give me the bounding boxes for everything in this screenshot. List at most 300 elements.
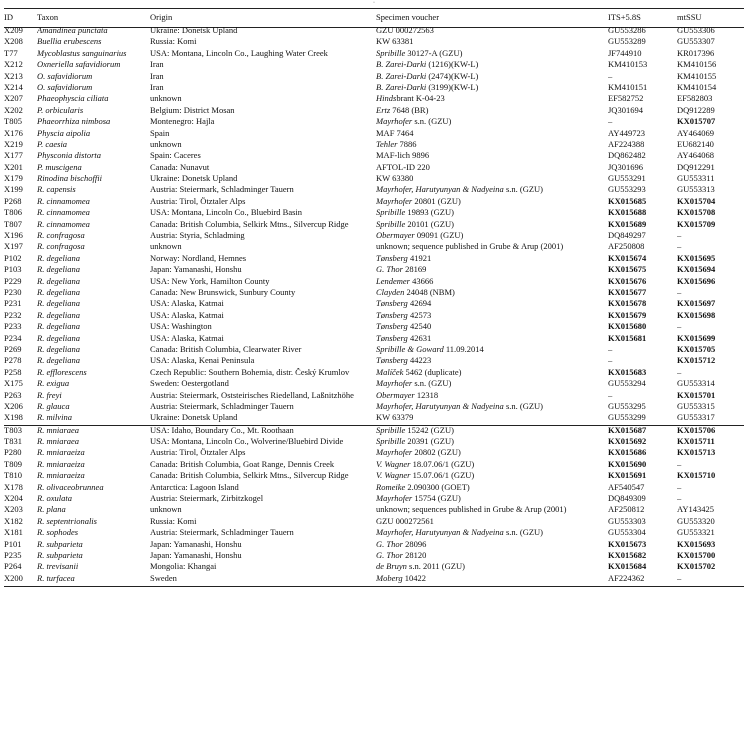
row-its: KX015684 xyxy=(608,562,647,572)
row-taxon: R. freyi xyxy=(37,390,62,400)
row-its: KX015685 xyxy=(608,196,647,206)
row-its: KX015674 xyxy=(608,253,647,263)
table-row xyxy=(4,83,744,94)
row-mtssu: KX015707 xyxy=(677,117,716,127)
row-id: X178 xyxy=(4,482,23,492)
row-voucher xyxy=(376,574,608,585)
table-row xyxy=(4,437,744,448)
row-voucher xyxy=(376,494,608,505)
row-id: P102 xyxy=(4,253,22,263)
row-its: AF250812 xyxy=(608,505,645,515)
row-voucher xyxy=(376,402,608,413)
row-taxon: Buellia erubescens xyxy=(37,37,102,47)
row-id: T77 xyxy=(4,48,18,58)
row-its: KX015683 xyxy=(608,367,647,377)
row-origin: Austria: Steiermark, Oststeirisches Riedelland, Laßnitzhöhe xyxy=(150,390,354,400)
row-id: X182 xyxy=(4,516,23,526)
row-id: P231 xyxy=(4,299,22,309)
row-mtssu: DQ912289 xyxy=(677,105,715,115)
row-its: GU553304 xyxy=(608,528,646,538)
row-id: P230 xyxy=(4,287,22,297)
row-its: KX015689 xyxy=(608,219,647,229)
row-voucher xyxy=(376,425,608,437)
row-its: GU553291 xyxy=(608,174,646,184)
row-id: X201 xyxy=(4,162,23,172)
row-voucher xyxy=(376,322,608,333)
row-voucher: MAF-lich 9896 xyxy=(376,151,430,161)
row-taxon: R. confragosa xyxy=(37,231,85,241)
row-its: KX015682 xyxy=(608,550,647,560)
row-mtssu: GU553307 xyxy=(677,37,715,47)
table-row xyxy=(4,265,744,276)
table-row xyxy=(4,37,744,48)
row-mtssu: GU553320 xyxy=(677,516,715,526)
row-voucher xyxy=(376,197,608,208)
row-voucher xyxy=(376,311,608,322)
row-taxon: O. safavidiorum xyxy=(37,71,93,81)
voucher-collector: Tønsberg xyxy=(376,299,408,309)
row-taxon: R. degeliana xyxy=(37,265,80,275)
row-mtssu: GU553313 xyxy=(677,185,715,195)
row-voucher xyxy=(376,356,608,367)
row-its: JQ301696 xyxy=(608,162,643,172)
row-taxon: Phaeophyscia ciliata xyxy=(37,94,109,104)
table-row xyxy=(4,163,744,174)
row-taxon: P. muscigena xyxy=(37,162,82,172)
row-origin: USA: Montana, Lincoln Co., Wolverine/Bluebird Divide xyxy=(150,437,344,447)
row-id: P101 xyxy=(4,539,22,549)
row-origin: Ukraine: Donetsk Upland xyxy=(150,413,238,423)
voucher-number: (2474)(KW-L) xyxy=(426,71,479,81)
voucher-collector: Mayrhofer, Harutyunyan & Nadyeina xyxy=(376,401,504,411)
row-origin: Russia: Komi xyxy=(150,516,197,526)
row-its: AF250808 xyxy=(608,242,645,252)
row-mtssu: KX015710 xyxy=(677,471,716,481)
row-id: X219 xyxy=(4,139,23,149)
row-voucher: GZU 000272563 xyxy=(376,26,434,35)
voucher-number: 18.07.06/1 (GZU) xyxy=(410,459,475,469)
row-mtssu: GU553315 xyxy=(677,401,715,411)
table-row xyxy=(4,505,744,516)
row-origin: Iran xyxy=(150,60,164,70)
table-row xyxy=(4,483,744,494)
voucher-number: 43666 xyxy=(410,276,434,286)
row-origin: Norway: Nordland, Hemnes xyxy=(150,253,247,263)
row-voucher xyxy=(376,208,608,219)
row-taxon: R. turfacea xyxy=(37,573,75,583)
row-origin: Spain: Caceres xyxy=(150,151,201,161)
row-taxon: R. mniaraea xyxy=(37,437,80,447)
row-id: T831 xyxy=(4,437,22,447)
row-its: KX015681 xyxy=(608,333,647,343)
table-row xyxy=(4,299,744,310)
row-mtssu: KX015695 xyxy=(677,253,716,263)
voucher-collector: Tønsberg xyxy=(376,253,408,263)
row-origin: Austria: Steiermark, Zirbitzkogel xyxy=(150,494,264,504)
row-mtssu: – xyxy=(677,459,682,469)
row-id: P258 xyxy=(4,367,22,377)
row-origin: Austria: Tirol, Ötztaler Alps xyxy=(150,448,246,458)
row-voucher: KW 63381 xyxy=(376,37,414,47)
row-mtssu: KX015693 xyxy=(677,539,716,549)
table-row xyxy=(4,277,744,288)
header-origin: Origin xyxy=(150,12,173,23)
row-mtssu: DQ912291 xyxy=(677,162,715,172)
row-mtssu: GU553314 xyxy=(677,379,715,389)
row-id: T810 xyxy=(4,471,22,481)
row-id: X207 xyxy=(4,94,23,104)
row-mtssu: – xyxy=(677,367,682,377)
row-voucher: GZU 000272561 xyxy=(376,516,434,526)
row-id: X196 xyxy=(4,231,23,241)
row-id: P280 xyxy=(4,448,22,458)
row-taxon: R. exigua xyxy=(37,379,70,389)
table-row xyxy=(4,26,744,37)
row-voucher xyxy=(376,254,608,265)
row-its: KM410151 xyxy=(608,82,648,92)
row-origin: Austria: Steiermark, Schladminger Tauern xyxy=(150,185,294,195)
voucher-number: 15754 (GZU) xyxy=(412,494,461,504)
voucher-number: 28096 xyxy=(402,539,427,549)
table-row xyxy=(4,391,744,402)
voucher-number: 28169 xyxy=(402,265,427,275)
table-row xyxy=(4,242,744,253)
row-id: T807 xyxy=(4,219,22,229)
row-mtssu: KX015704 xyxy=(677,196,716,206)
row-taxon: R. subparieta xyxy=(37,539,83,549)
row-taxon: R. capensis xyxy=(37,185,76,195)
row-id: P232 xyxy=(4,310,22,320)
row-origin: Ukraine: Donetsk Upland xyxy=(150,26,238,35)
row-taxon: R. degeliana xyxy=(37,287,80,297)
table-row xyxy=(4,72,744,83)
row-id: X214 xyxy=(4,82,23,92)
voucher-number: 42540 xyxy=(407,322,432,332)
row-origin: Belgium: District Mosan xyxy=(150,105,235,115)
row-origin: Montenegro: Hajla xyxy=(150,117,215,127)
voucher-number: s.n. (GZU) xyxy=(412,117,452,127)
row-voucher xyxy=(376,551,608,562)
row-id: X181 xyxy=(4,528,23,538)
row-taxon: Physconia distorta xyxy=(37,151,101,161)
table-bottom-rule xyxy=(4,586,744,587)
table-row xyxy=(4,574,744,585)
row-mtssu: KX015694 xyxy=(677,265,716,275)
row-id: X197 xyxy=(4,242,23,252)
voucher-number: 7886 xyxy=(397,139,417,149)
row-taxon: R. degeliana xyxy=(37,310,80,320)
voucher-collector: Spribille xyxy=(376,219,406,229)
row-taxon: R. cinnamomea xyxy=(37,196,90,206)
row-its: – xyxy=(608,356,613,366)
row-voucher: AFTOL-ID 220 xyxy=(376,162,430,172)
row-origin: USA: Alaska, Katmai xyxy=(150,299,224,309)
row-voucher: KW 63379 xyxy=(376,413,414,423)
voucher-collector: Tønsberg xyxy=(376,333,408,343)
row-taxon: Rinodina bischoffii xyxy=(37,174,102,184)
row-id: X206 xyxy=(4,401,23,411)
row-taxon: R. degeliana xyxy=(37,333,80,343)
row-id: X204 xyxy=(4,494,23,504)
table-row xyxy=(4,231,744,242)
row-mtssu: KX015713 xyxy=(677,448,716,458)
voucher-number: 42631 xyxy=(407,333,432,343)
row-its: KX015688 xyxy=(608,208,647,218)
voucher-number: 42694 xyxy=(407,299,432,309)
row-id: P263 xyxy=(4,390,22,400)
row-voucher xyxy=(376,94,608,105)
row-mtssu: – xyxy=(677,494,682,504)
row-id: X203 xyxy=(4,505,23,515)
row-taxon: R. olivaceobrunnea xyxy=(37,482,104,492)
voucher-number: 42573 xyxy=(407,310,432,320)
table-row xyxy=(4,60,744,71)
row-id: T809 xyxy=(4,459,22,469)
row-origin: Iran xyxy=(150,71,164,81)
voucher-collector: Mayrhofer xyxy=(376,196,413,206)
row-its: KX015679 xyxy=(608,310,647,320)
row-mtssu: KX015701 xyxy=(677,390,716,400)
row-its: – xyxy=(608,344,613,354)
row-origin: unknown xyxy=(150,139,182,149)
table-row xyxy=(4,117,744,128)
row-id: P269 xyxy=(4,344,22,354)
voucher-collector: Moberg xyxy=(376,573,403,583)
voucher-number: 30127-A (GZU) xyxy=(405,48,463,58)
row-mtssu: GU553306 xyxy=(677,26,715,35)
voucher-number: s.n. (GZU) xyxy=(503,528,544,538)
row-id: X179 xyxy=(4,174,23,184)
row-taxon: R. glauca xyxy=(37,401,70,411)
row-origin: Canada: New Brunswick, Sunbury County xyxy=(150,287,296,297)
voucher-number: 20391 (GZU) xyxy=(405,437,454,447)
row-its: GU553294 xyxy=(608,379,646,389)
table-row xyxy=(4,379,744,390)
row-its: AF224388 xyxy=(608,139,645,149)
row-mtssu: GU553311 xyxy=(677,174,715,184)
row-its: KX015677 xyxy=(608,287,647,297)
table-row xyxy=(4,220,744,231)
table-row xyxy=(4,368,744,379)
voucher-number: 28120 xyxy=(402,550,427,560)
voucher-collector: Lendemer xyxy=(376,276,410,286)
voucher-collector: G. Thor xyxy=(376,550,403,560)
row-voucher: KW 63380 xyxy=(376,174,414,184)
voucher-collector: Hinds xyxy=(376,94,397,104)
row-mtssu: KX015696 xyxy=(677,276,716,286)
voucher-number: 2.090300 (GOET) xyxy=(405,482,470,492)
row-mtssu: KX015706 xyxy=(677,425,744,437)
row-id: P235 xyxy=(4,550,22,560)
row-taxon: R. degeliana xyxy=(37,253,80,263)
row-taxon: R. cinnamomea xyxy=(37,208,90,218)
row-voucher xyxy=(376,83,608,94)
table-row xyxy=(4,494,744,505)
voucher-number: s.n. (GZU) xyxy=(503,185,544,195)
row-origin: Czech Republic: Southern Bohemia, distr. Český Krumlov xyxy=(150,367,350,377)
row-id: X177 xyxy=(4,151,23,161)
row-taxon: R. trevisanii xyxy=(37,562,79,572)
voucher-number: s.n. (GZU) xyxy=(503,401,544,411)
row-its: DQ849309 xyxy=(608,494,646,504)
row-origin: Canada: British Columbia, Selkirk Mtns., Silvercup Ridge xyxy=(150,219,349,229)
row-voucher xyxy=(376,368,608,379)
row-its: AY449723 xyxy=(608,128,645,138)
voucher-collector: Mayrhofer, Harutyunyan & Nadyeina xyxy=(376,185,504,195)
row-mtssu: KX015711 xyxy=(677,437,715,447)
row-its: DQ849297 xyxy=(608,231,646,241)
row-mtssu: – xyxy=(677,242,682,252)
row-id: T805 xyxy=(4,117,22,127)
row-id: X202 xyxy=(4,105,23,115)
row-origin: USA: Alaska, Kenai Peninsula xyxy=(150,356,255,366)
table-row xyxy=(4,322,744,333)
row-id: P268 xyxy=(4,196,22,206)
voucher-number: 20802 (GZU) xyxy=(412,448,461,458)
voucher-collector: B. Zarei-Darki xyxy=(376,82,427,92)
row-mtssu: AY143425 xyxy=(677,505,714,515)
row-its: – xyxy=(608,71,613,81)
row-origin: Japan: Yamanashi, Honshu xyxy=(150,550,242,560)
voucher-number: 15242 (GZU) xyxy=(405,425,454,435)
table-row xyxy=(4,448,744,459)
row-voucher: MAF 7464 xyxy=(376,128,414,138)
voucher-number: 24048 (NBM) xyxy=(404,287,455,297)
row-mtssu: GU553321 xyxy=(677,528,715,538)
row-voucher xyxy=(376,231,608,242)
row-mtssu: KX015697 xyxy=(677,299,716,309)
row-origin: Iran xyxy=(150,82,164,92)
row-voucher: unknown; sequences published in Grube & Arup (2001) xyxy=(376,505,567,515)
table-row xyxy=(4,460,744,471)
voucher-collector: Spribille xyxy=(376,425,406,435)
row-its: – xyxy=(608,117,613,127)
voucher-collector: Spribille xyxy=(376,208,406,218)
row-voucher: unknown; sequence published in Grube & Arup (2001) xyxy=(376,242,564,252)
voucher-collector: Tehler xyxy=(376,139,398,149)
row-origin: Austria: Steiermark, Schladminger Tauern xyxy=(150,401,294,411)
voucher-number: 41921 xyxy=(407,253,432,263)
row-taxon: R. mniaraeiza xyxy=(37,459,85,469)
row-its: KX015692 xyxy=(608,437,647,447)
row-taxon: R. oxulata xyxy=(37,494,72,504)
row-id: X199 xyxy=(4,185,23,195)
table-row xyxy=(4,540,744,551)
row-id: X200 xyxy=(4,573,23,583)
row-taxon: R. efflorescens xyxy=(37,367,87,377)
voucher-number: 12318 xyxy=(414,390,439,400)
row-its: KX015691 xyxy=(608,471,647,481)
row-taxon: Mycoblastus sanguinarius xyxy=(37,48,127,58)
row-voucher xyxy=(376,277,608,288)
row-id: P264 xyxy=(4,562,22,572)
row-voucher xyxy=(376,562,608,573)
row-voucher xyxy=(376,72,608,83)
table-row xyxy=(4,254,744,265)
table-row xyxy=(4,106,744,117)
row-its: KX015673 xyxy=(608,539,647,549)
row-mtssu: KX015712 xyxy=(677,356,716,366)
row-voucher xyxy=(376,288,608,299)
table-header xyxy=(4,10,744,26)
row-taxon: R. mniaraeiza xyxy=(37,471,85,481)
row-voucher xyxy=(376,540,608,551)
row-taxon: R. degeliana xyxy=(37,322,80,332)
row-origin: Japan: Yamanashi, Honshu xyxy=(150,539,242,549)
row-origin: USA: Alaska, Katmai xyxy=(150,310,224,320)
row-voucher xyxy=(376,471,608,482)
row-taxon: R. plana xyxy=(37,505,66,515)
row-id: X175 xyxy=(4,379,23,389)
row-origin: USA: Alaska, Katmai xyxy=(150,333,224,343)
row-its: GU553293 xyxy=(608,185,646,195)
table-row xyxy=(4,402,744,413)
row-voucher xyxy=(376,299,608,310)
row-mtssu: – xyxy=(677,287,682,297)
row-origin: Mongolia: Khangai xyxy=(150,562,217,572)
row-origin: Japan: Yamanashi, Honshu xyxy=(150,265,242,275)
row-mtssu: KR017396 xyxy=(677,48,715,58)
row-voucher xyxy=(376,49,608,60)
voucher-number: s.n. 2011 (GZU) xyxy=(406,562,465,572)
row-taxon: R. septentrionalis xyxy=(37,516,97,526)
row-id: X213 xyxy=(4,71,23,81)
voucher-number: 09091 (GZU) xyxy=(414,231,464,241)
row-id: P229 xyxy=(4,276,22,286)
voucher-collector: G. Thor xyxy=(376,265,403,275)
row-origin: Austria: Styria, Schladming xyxy=(150,231,245,241)
row-origin: USA: Washington xyxy=(150,322,212,332)
row-origin: Sweden xyxy=(150,573,177,583)
row-mtssu: – xyxy=(677,573,682,583)
row-its: DQ862482 xyxy=(608,151,646,161)
row-origin: Austria: Tirol, Ötztaler Alps xyxy=(150,196,246,206)
row-taxon: R. milvina xyxy=(37,413,72,423)
row-id: X208 xyxy=(4,37,23,47)
voucher-collector: Mayrhofer xyxy=(376,379,413,389)
row-its: KX015687 xyxy=(608,425,677,437)
row-voucher xyxy=(376,391,608,402)
row-voucher xyxy=(376,117,608,128)
header-taxon: Taxon xyxy=(37,12,59,23)
voucher-collector: G. Thor xyxy=(376,539,403,549)
row-its: EF582752 xyxy=(608,94,644,104)
row-its: KX015680 xyxy=(608,322,647,332)
row-origin: USA: Montana, Lincoln Co., Bluebird Basin xyxy=(150,208,303,218)
row-voucher xyxy=(376,437,608,448)
row-mtssu: EF582803 xyxy=(677,94,713,104)
row-its: KX015678 xyxy=(608,299,647,309)
row-voucher xyxy=(376,220,608,231)
table-row xyxy=(4,517,744,528)
row-mtssu: KX015705 xyxy=(677,344,716,354)
voucher-collector: Mayrhofer xyxy=(376,117,413,127)
row-mtssu: – xyxy=(677,231,682,241)
row-taxon: O. safavidiorum xyxy=(37,82,93,92)
table-row xyxy=(4,185,744,196)
row-taxon: R. mniaraeiza xyxy=(37,448,85,458)
row-id: P278 xyxy=(4,356,22,366)
table-row xyxy=(4,140,744,151)
row-its: JQ301694 xyxy=(608,105,643,115)
row-origin: Russia: Komi xyxy=(150,37,197,47)
voucher-number: 11.09.2014 xyxy=(443,344,484,354)
row-taxon: Oxneriella safavidiorum xyxy=(37,60,121,70)
voucher-collector: Malíček xyxy=(376,367,404,377)
row-taxon: Physcia aipolia xyxy=(37,128,91,138)
voucher-collector: B. Zarei-Darki xyxy=(376,71,427,81)
row-mtssu: KX015700 xyxy=(677,550,716,560)
